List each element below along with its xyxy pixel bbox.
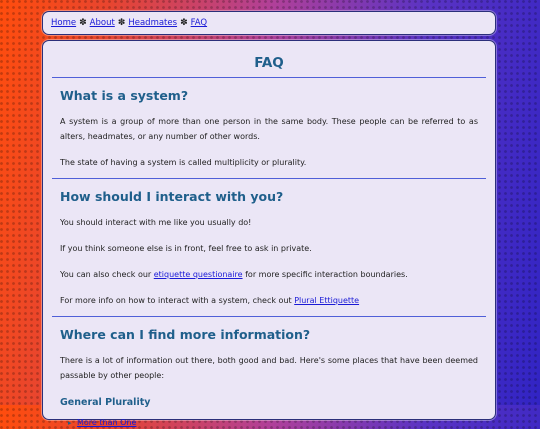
nav-separator-icon: ✽: [180, 18, 188, 28]
faq-section-interaction: [52, 179, 486, 308]
nav-headmates-link[interactable]: Headmates: [128, 18, 178, 28]
paragraph: [52, 293, 486, 308]
resource-link-list: [52, 417, 486, 429]
section-heading: How should I interact with you?: [60, 189, 284, 204]
subheading-general-plurality: General Plurality: [60, 397, 151, 408]
paragraph-text: for more specific interaction boundaries.: [242, 270, 408, 279]
paragraph-text: For more info on how to interact with a system, check out: [60, 296, 295, 305]
nav-home-link[interactable]: Home: [51, 18, 77, 28]
top-nav: [42, 11, 496, 35]
nav-separator-icon: ✽: [117, 18, 126, 28]
nav-about-link[interactable]: About: [89, 18, 115, 28]
paragraph: There is a lot of information out there, both good and bad. Here's some places that have been deemed passable by other people:: [60, 356, 478, 380]
paragraph: [52, 267, 486, 282]
paragraph: You should interact with me like you usually do!: [60, 218, 252, 227]
etiquette-questionaire-link[interactable]: etiquette questionaire: [153, 270, 243, 279]
list-item: [68, 417, 486, 429]
faq-card: [42, 40, 496, 427]
page-title: FAQ: [254, 55, 284, 71]
paragraph: A system is a group of more than one person in the same body. These people can be referred to as alters, headmates, or any number of other words.: [60, 117, 478, 141]
nav-separator-icon: ✽: [79, 18, 87, 28]
plural-ettiquette-link[interactable]: Plural Ettiquette: [294, 296, 360, 305]
section-heading: What is a system?: [60, 88, 189, 103]
section-heading: Where can I find more information?: [60, 327, 311, 342]
paragraph-text: You can also check our: [60, 270, 154, 279]
faq-section-what-is-system: [52, 78, 486, 170]
paragraph: If you think someone else is in front, feel free to ask in private.: [60, 244, 312, 253]
nav-faq-link[interactable]: FAQ: [190, 18, 208, 28]
paragraph: The state of having a system is called multiplicity or plurality.: [60, 158, 307, 167]
faq-section-more-info: [52, 317, 486, 429]
more-than-one-link[interactable]: More than One: [77, 418, 137, 427]
